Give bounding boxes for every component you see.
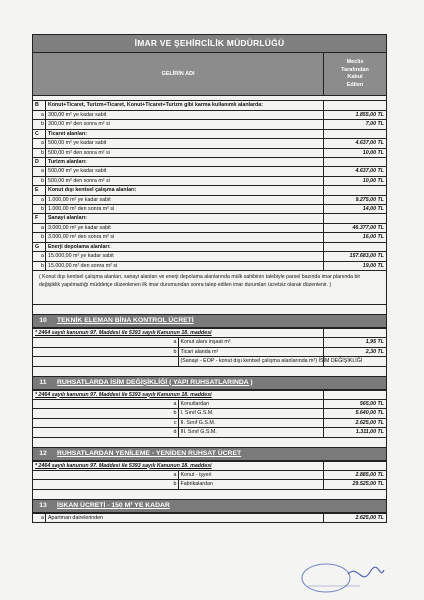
- column-header-revenue-name: GELİRİN ADI: [33, 53, 324, 95]
- row-value: 1,95 TL: [324, 338, 387, 347]
- row-label: Fabrikalardan: [178, 480, 324, 489]
- table-row: [33, 513, 387, 522]
- section-number: 13: [39, 501, 47, 509]
- law-reference: * 2464 sayılı kanunun 97. Maddesi ile 5393 sayılı Kanunun 18. maddesi: [33, 390, 324, 399]
- row-value: 1.311,00 TL: [324, 428, 387, 437]
- row-value: 10,00 TL: [324, 148, 387, 157]
- section-header: [32, 314, 387, 328]
- table-row: [33, 111, 387, 120]
- row-letter: a: [33, 167, 46, 176]
- table-row: [33, 167, 387, 176]
- law-value-empty: [324, 461, 387, 470]
- section-header: [32, 376, 387, 390]
- row-letter: [33, 357, 179, 366]
- table-row: [33, 233, 387, 242]
- table-row: [33, 409, 387, 418]
- row-letter: a: [33, 252, 46, 261]
- sections-container: [32, 305, 387, 523]
- table-row: [33, 223, 387, 232]
- table-row: [33, 418, 387, 427]
- category-row: [33, 186, 387, 195]
- table-row: [33, 480, 387, 489]
- row-letter: a: [33, 139, 46, 148]
- category-label: Ticaret alanları:: [46, 129, 324, 138]
- row-label: 3.000,00 m² ye kadar sabit: [46, 223, 324, 232]
- table-row: [33, 139, 387, 148]
- row-value: 46.377,00 TL: [324, 223, 387, 232]
- row-label: 1.000,00 m² den sonra m² si: [46, 205, 324, 214]
- row-letter: b: [33, 347, 179, 356]
- row-letter: b: [33, 176, 46, 185]
- row-letter: a: [33, 470, 179, 479]
- category-row: [33, 101, 387, 111]
- law-reference: * 2464 sayılı kanunun 97. Maddesi ile 5393 sayılı Kanunun 18. maddesi: [33, 461, 324, 470]
- table-row: [33, 148, 387, 157]
- row-value: 2,30 TL: [324, 347, 387, 356]
- row-value: 2.625,00 TL: [324, 513, 387, 522]
- section-title: RUHSATLARDA İSİM DEĞİŞİKLİĞİ ( YAPI RUHSATLARINDA ): [57, 378, 253, 386]
- table-row: [33, 205, 387, 214]
- row-value: 2.885,00 TL: [324, 470, 387, 479]
- row-label: Konut - işyeri: [178, 470, 324, 479]
- official-stamp-signature: [300, 560, 386, 594]
- row-value: 5.640,00 TL: [324, 409, 387, 418]
- section-number: 12: [39, 449, 47, 457]
- row-letter: a: [33, 338, 179, 347]
- row-label: 500,00 m² ye kadar sabit: [46, 167, 324, 176]
- row-value: 565,00 TL: [324, 399, 387, 408]
- row-letter: a: [33, 399, 179, 408]
- category-letter: E: [33, 186, 46, 195]
- table-header: [32, 53, 387, 96]
- category-letter: G: [33, 242, 46, 251]
- section-title: RUHSATLARDAN YENİLEME - YENİDEN RUHSAT ÜCRET: [57, 449, 242, 457]
- category-value-empty: [324, 214, 387, 223]
- category-label: Konut+Ticaret, Turizm+Ticaret, Konut+Ticaret+Turizm gibi karma kullanımlı alanlarda:: [46, 101, 324, 111]
- row-letter: b: [33, 480, 179, 489]
- table-row: [33, 470, 387, 479]
- row-value: 7,00 TL: [324, 120, 387, 129]
- row-letter: b: [33, 120, 46, 129]
- category-label: Konut dışı kentsel çalışma alanları:: [46, 186, 324, 195]
- row-letter: b: [33, 409, 179, 418]
- category-label: Turizm alanları:: [46, 158, 324, 167]
- category-label: Enerji depolama alanları:: [46, 242, 324, 251]
- row-label: 15.000,00 m² den sonra m² si: [46, 261, 324, 270]
- row-value: 157.683,00 TL: [324, 252, 387, 261]
- table-row: [33, 176, 387, 185]
- row-label: III. Sınıf G.S.M.: [178, 428, 324, 437]
- row-value: 29.525,00 TL: [324, 480, 387, 489]
- category-letter: C: [33, 129, 46, 138]
- section-number: 11: [39, 378, 47, 386]
- table-row: [33, 252, 387, 261]
- table-row: [33, 261, 387, 270]
- category-row: [33, 158, 387, 167]
- row-letter: b: [33, 261, 46, 270]
- section-header: [32, 447, 387, 461]
- row-label: Konutlardan: [178, 399, 324, 408]
- row-value: 14,00 TL: [324, 205, 387, 214]
- row-value: 4.637,00 TL: [324, 139, 387, 148]
- row-label: 15.000,00 m² ye kadar sabit: [46, 252, 324, 261]
- section-spacer: [32, 490, 387, 499]
- row-label: 300,00 m² den sonra m² si: [46, 120, 324, 129]
- row-value: 4.637,00 TL: [324, 167, 387, 176]
- row-letter: d: [33, 428, 179, 437]
- table-row: [33, 195, 387, 204]
- law-value-empty: [324, 328, 387, 337]
- table-row: [33, 120, 387, 129]
- row-value: 19,00 TL: [324, 261, 387, 270]
- row-label: 500,00 m² den sonra m² si: [46, 176, 324, 185]
- row-label: Apartman dairelerinden: [46, 513, 324, 522]
- category-letter: F: [33, 214, 46, 223]
- category-letter: B: [33, 101, 46, 111]
- section-spacer: [32, 305, 387, 314]
- category-row: [33, 129, 387, 138]
- document-page: [32, 34, 387, 523]
- row-letter: b: [33, 148, 46, 157]
- category-table: [32, 100, 387, 271]
- category-letter: D: [33, 158, 46, 167]
- category-value-empty: [324, 158, 387, 167]
- section-header: [32, 499, 387, 513]
- row-value: 16,00 TL: [324, 233, 387, 242]
- law-value-empty: [324, 390, 387, 399]
- row-letter: a: [33, 223, 46, 232]
- table-row: [33, 399, 387, 408]
- law-reference: * 2464 sayılı kanunun 97. Maddesi ile 5393 sayılı Kanunun 18. maddesi: [33, 328, 324, 337]
- row-value: 2.625,00 TL: [324, 418, 387, 427]
- row-letter: c: [33, 418, 179, 427]
- row-value: 1.855,00 TL: [324, 111, 387, 120]
- category-value-empty: [324, 101, 387, 111]
- row-label: Ticari alanda m²: [178, 347, 324, 356]
- category-row: [33, 242, 387, 251]
- row-label: 3.000,00 m² den sonra m² si: [46, 233, 324, 242]
- category-row: [33, 214, 387, 223]
- table-row: [33, 338, 387, 347]
- category-value-empty: [324, 129, 387, 138]
- row-value: 9.275,00 TL: [324, 195, 387, 204]
- note-text: ( Konut dışı kentsel çalışma alanları, sanayi alanları ve enerji depolama alanlarında mülk sahibinin talebiyle parsel bazında imar planında bir değişiklik yapılmadığı müddetçe düzenlenen ilk imar durumundan sonra talep edilen imar durumları ücretsiz olarak düzenlenir. ): [32, 271, 387, 305]
- category-value-empty: [324, 242, 387, 251]
- law-reference-row: [33, 461, 387, 470]
- category-label: Sanayi alanları:: [46, 214, 324, 223]
- law-reference-row: [33, 328, 387, 337]
- row-letter: b: [33, 205, 46, 214]
- row-letter: b: [33, 233, 46, 242]
- law-reference-row: [33, 390, 387, 399]
- row-label: 500,00 m² den sonra m² si: [46, 148, 324, 157]
- row-label: 500,00 m² ye kadar sabit: [46, 139, 324, 148]
- row-letter: a: [33, 195, 46, 204]
- row-label: I. Sınıf G.S.M.: [178, 409, 324, 418]
- row-value: 10,00 TL: [324, 176, 387, 185]
- row-letter: a: [33, 111, 46, 120]
- row-label: (Sanayi - EOP - konut dışı kentsel çalışma alanlarında m²) İSİM DEĞİŞİKLİĞİ: [178, 357, 324, 366]
- page-title: İMAR VE ŞEHİRCİLİK MÜDÜRLÜĞÜ: [32, 34, 387, 53]
- row-letter: a: [33, 513, 46, 522]
- section-spacer: [32, 438, 387, 447]
- category-value-empty: [324, 186, 387, 195]
- section-spacer: [32, 367, 387, 376]
- row-label: 300,00 m² ye kadar sabit: [46, 111, 324, 120]
- table-row: [33, 347, 387, 356]
- section-number: 10: [39, 316, 47, 324]
- table-row: [33, 357, 387, 366]
- column-header-approved: Meclis Tarafından Kabul Edilen: [341, 59, 369, 88]
- row-label: II. Sınıf G.S.M.: [178, 418, 324, 427]
- table-row: [33, 428, 387, 437]
- row-label: Konut alanı inşaat m²: [178, 338, 324, 347]
- row-label: 1.000,00 m² ye kadar sabit: [46, 195, 324, 204]
- section-title: İSKAN ÜCRETİ - 150 M² YE KADAR: [57, 501, 170, 509]
- section-title: TEKNİK ELEMAN BİNA KONTROL ÜCRETİ: [57, 316, 194, 324]
